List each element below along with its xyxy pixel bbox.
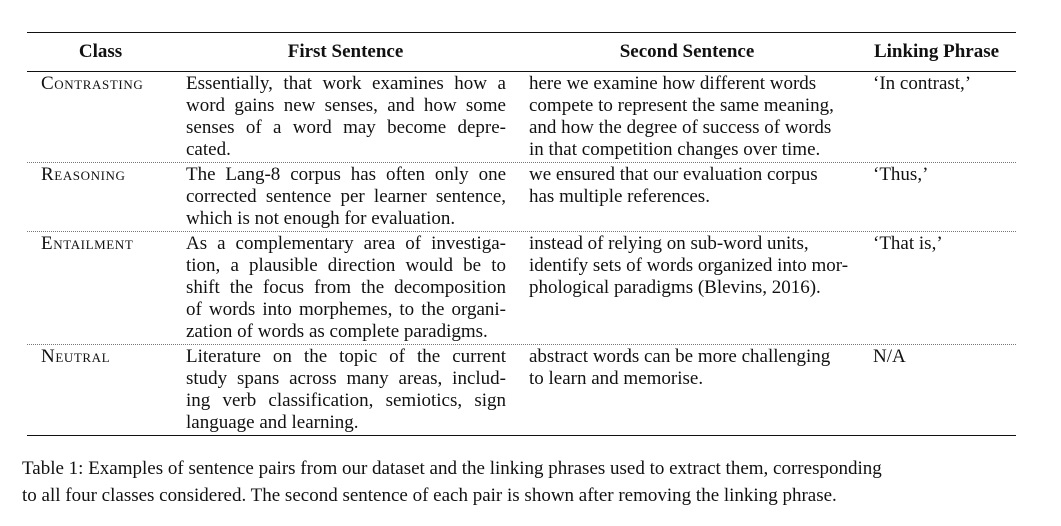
table-row <box>27 344 1016 435</box>
class-label: Neutral <box>41 346 111 367</box>
second-sentence <box>517 73 857 161</box>
second-sentence <box>517 346 857 390</box>
second-sentence-line: phological paradigms (Blevins, 2016). <box>529 277 821 298</box>
linking-phrase: ‘In contrast,’ <box>873 73 972 94</box>
first-sentence-line: The Lang-8 corpus has often only one <box>186 164 506 185</box>
header-first-sentence: First Sentence <box>287 41 404 62</box>
first-sentence-line: cated. <box>186 139 231 160</box>
header-linking-phrase: Linking Phrase <box>873 41 1000 62</box>
first-sentence-line: zation of words as complete paradigms. <box>186 321 488 342</box>
second-sentence-line: identify sets of words organized into mor- <box>529 255 849 276</box>
first-sentence-line: shift the focus from the decomposition <box>186 277 506 298</box>
first-sentence-line: language and learning. <box>186 412 359 433</box>
second-sentence-line: compete to represent the same meaning, <box>529 95 834 116</box>
first-sentence-line: corrected sentence per learner sentence, <box>186 186 506 207</box>
first-sentence-line: Essentially, that work examines how a <box>186 73 506 94</box>
second-sentence-line: abstract words can be more challenging <box>529 346 831 367</box>
examples-table <box>27 32 1016 436</box>
caption-line: to all four classes considered. The second sentence of each pair is shown after removing the linking phrase. <box>22 485 837 506</box>
first-sentence-line: which is not enough for evaluation. <box>186 208 456 229</box>
second-sentence <box>517 164 857 208</box>
first-sentence <box>174 164 517 230</box>
table-caption <box>22 455 1032 509</box>
first-sentence <box>174 73 517 161</box>
second-sentence-line: instead of relying on sub-word units, <box>529 233 809 254</box>
first-sentence-line: study spans across many areas, includ- <box>186 368 506 389</box>
first-sentence-line: ing verb classification, semiotics, sign <box>186 390 506 411</box>
second-sentence-line: and how the degree of success of words <box>529 117 832 138</box>
first-sentence <box>174 346 517 434</box>
linking-phrase: ‘That is,’ <box>873 233 943 254</box>
table-row <box>27 162 1016 231</box>
table-header-row <box>27 33 1016 72</box>
first-sentence-line: word gains new senses, and how some <box>186 95 506 116</box>
second-sentence-line: in that competition changes over time. <box>529 139 821 160</box>
second-sentence-line: we ensured that our evaluation corpus <box>529 164 818 185</box>
class-label: Entailment <box>41 233 134 254</box>
caption-line: Table 1: Examples of sentence pairs from our dataset and the linking phrases used to extract them, corresponding <box>22 458 882 479</box>
first-sentence-line: As a complementary area of investiga- <box>186 233 506 254</box>
second-sentence-line: to learn and memorise. <box>529 368 704 389</box>
class-label: Contrasting <box>41 73 144 94</box>
header-class: Class <box>78 41 123 62</box>
second-sentence-line: has multiple references. <box>529 186 710 207</box>
linking-phrase: ‘Thus,’ <box>873 164 929 185</box>
first-sentence-line: tion, a plausible direction would be to <box>186 255 506 276</box>
first-sentence <box>174 233 517 343</box>
table-row <box>27 72 1016 162</box>
class-label: Reasoning <box>41 164 126 185</box>
first-sentence-line: of words into morphemes, to the organi- <box>186 299 506 320</box>
table-row <box>27 231 1016 344</box>
linking-phrase: N/A <box>873 346 906 367</box>
second-sentence <box>517 233 857 299</box>
first-sentence-line: senses of a word may become depre- <box>186 117 506 138</box>
first-sentence-line: Literature on the topic of the current <box>186 346 506 367</box>
header-second-sentence: Second Sentence <box>619 41 755 62</box>
second-sentence-line: here we examine how different words <box>529 73 817 94</box>
